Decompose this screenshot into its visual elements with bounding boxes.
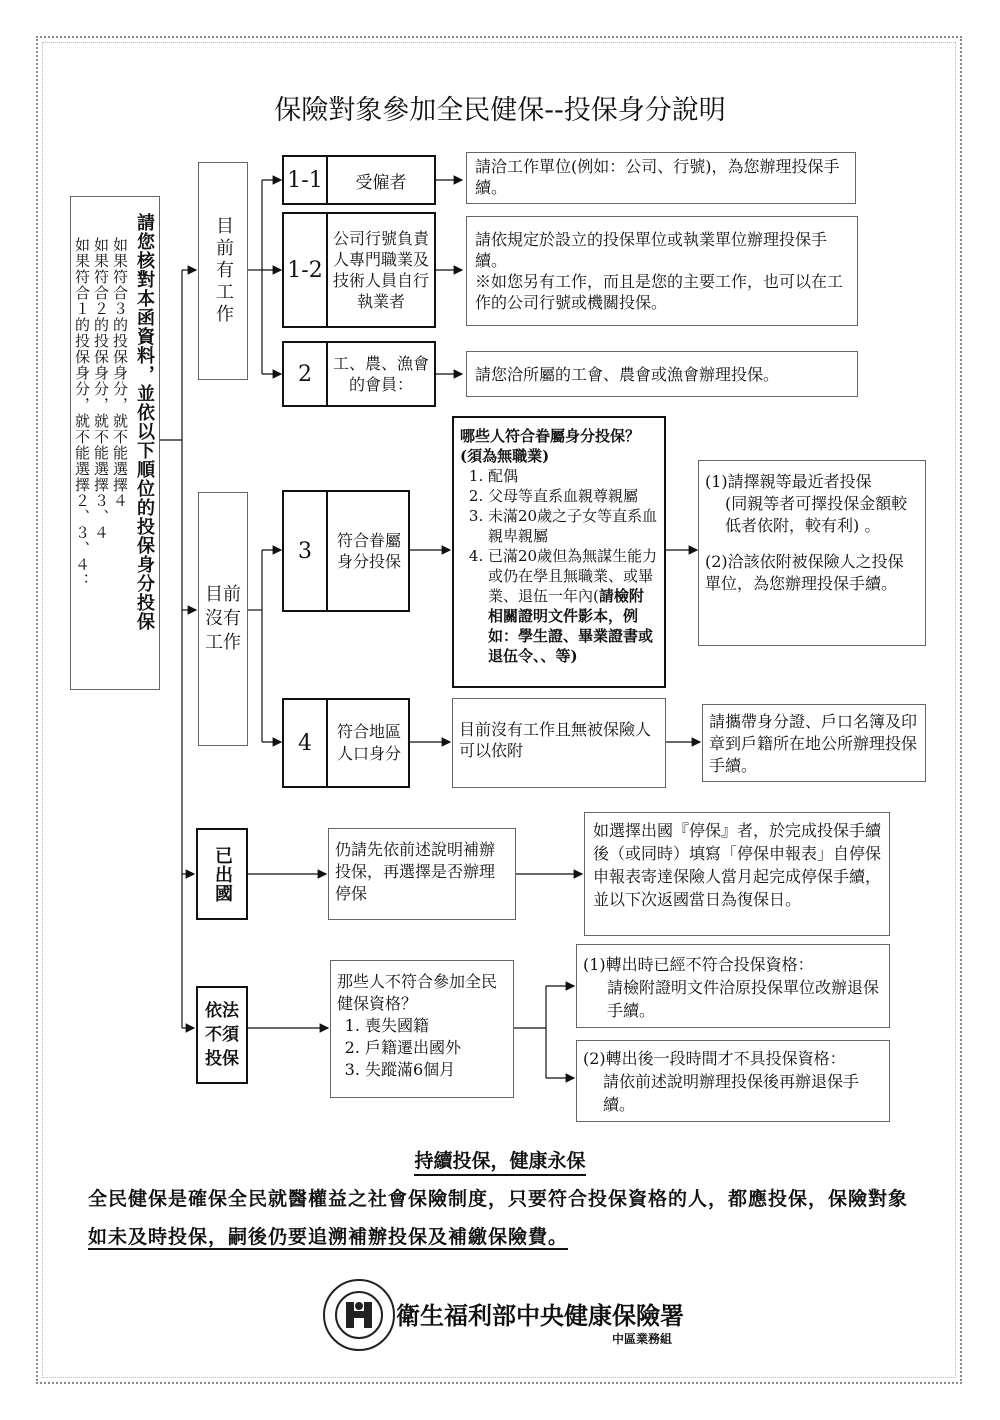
org-division: 中區業務組 — [612, 1332, 673, 1346]
row-number: 1-2 — [284, 214, 328, 326]
row-3-result-2: (2)洽該依附被保險人之投保單位，為您辦理投保手續。 — [705, 552, 904, 593]
logo-ring-text — [322, 1278, 323, 1279]
exempt-result-2 — [576, 1040, 890, 1122]
row-1-1-desc: 請洽工作單位(例如：公司、行號)，為您辦理投保手續。 — [466, 152, 856, 204]
row-1-2-desc-1: 請依規定於設立的投保單位或執業單位辦理投保手續。 — [475, 230, 828, 270]
left-note-2: 如果符合２的投保身分，就不能選擇３、４ — [92, 237, 110, 541]
dependent-criteria-box — [452, 416, 666, 688]
row-label: 受僱者 — [355, 172, 407, 193]
abroad-mid: 仍請先依前述說明補辦投保，再選擇是否辦理停保 — [328, 828, 516, 920]
exempt-list — [337, 1015, 507, 1081]
category-employed: 目前有工作 — [198, 162, 248, 380]
row-number: 1-1 — [284, 157, 328, 203]
exempt-result-1 — [576, 944, 890, 1028]
row-3-box — [282, 490, 410, 612]
list-item: 1. 配偶 — [488, 466, 658, 486]
exempt-mid — [330, 960, 514, 1098]
row-2-box — [282, 341, 436, 407]
dependent-criteria-title: 哪些人符合眷屬身分投保？(須為無職業) — [460, 427, 641, 465]
left-main-text: 請您核對本函資料，並依以下順位的投保身分投保 — [134, 213, 155, 631]
row-4-box — [282, 698, 410, 788]
dependent-criteria-list — [460, 466, 658, 666]
list-item: 3. 未滿20歲之子女等直系血親卑親屬 — [488, 506, 658, 546]
row-label: 工、農、漁會的會員： — [332, 354, 429, 394]
left-instruction-panel — [70, 196, 160, 690]
category-exempt: 依法不須投保 — [196, 986, 248, 1084]
footer-paragraph-underlined: 如未及時投保，嗣後仍要追溯補辦投保及補繳保險費。 — [88, 1226, 569, 1248]
exempt-result-2-title: (2)轉出後一段時間才不具投保資格： — [583, 1049, 846, 1068]
row-3-result — [698, 460, 926, 646]
row-1-2-desc-2: ※如您另有工作，而且是您的主要工作，也可以在工作的公司行號或機關投保。 — [475, 272, 844, 312]
list-item: 3. 失蹤滿6個月 — [365, 1059, 507, 1081]
row-number: 4 — [284, 700, 328, 786]
row-1-2-desc — [466, 216, 858, 326]
row-1-2-box — [282, 212, 436, 328]
required-documents: 請檢附相關證明文件影本，例如：學生證、畢業證書或退伍令、、等) — [488, 587, 654, 665]
row-label: 公司行號負責人專門職業及技術人員自行執業者 — [332, 229, 429, 311]
row-label: 符合地區人口身分 — [336, 722, 401, 763]
list-item: 2. 父母等直系血親尊親屬 — [488, 486, 658, 506]
left-note-3: 如果符合１的投保身分，就不能選擇２、３、４： — [73, 237, 91, 589]
org-name: 衛生福利部中央健康保險署 — [396, 1302, 684, 1330]
row-4-result: 請攜帶身分證、戶口名簿及印章到戶籍所在地公所辦理投保手續。 — [702, 704, 926, 782]
category-abroad: 已出國 — [196, 828, 248, 920]
row-number: 2 — [284, 343, 328, 405]
row-4-mid: 目前沒有工作且無被保險人可以依附 — [452, 698, 666, 788]
list-item: 1. 喪失國籍 — [365, 1015, 507, 1037]
row-3-result-1: (1)請擇親等最近者投保 — [705, 472, 872, 491]
exempt-result-1-title: (1)轉出時已經不符合投保資格： — [583, 955, 814, 974]
row-label: 符合眷屬身分投保 — [336, 531, 401, 571]
row-1-1-box — [282, 155, 436, 205]
left-note-1: 如果符合３的投保身分，就不能選擇４ — [111, 237, 129, 509]
row-3-result-1-sub: (同親等者可擇投保金額較低者依附，較有利) 。 — [725, 494, 908, 535]
nhi-logo-icon — [322, 1278, 396, 1352]
footer-paragraph-text: 全民健保是確保全民就醫權益之社會保險制度，只要符合投保資格的人，都應投保，保險對象 — [88, 1188, 909, 1210]
row-number: 3 — [284, 492, 328, 610]
page-title: 保險對象參加全民健保--投保身分說明 — [274, 95, 726, 126]
list-item: 4. 已滿20歲但為無謀生能力或仍在學且無職業、或畢業、退伍一年內(請檢附相關證明文件影本，例如：學生證、畢業證書或退伍令、、等) — [488, 546, 658, 666]
exempt-mid-title: 那些人不符合參加全民健保資格？ — [337, 972, 498, 1013]
exempt-result-2-sub: 請依前述說明辦理投保後再辦退保手續。 — [603, 1072, 860, 1114]
abroad-result: 如選擇出國『停保』者，於完成投保手續後（或同時）填寫「停保申報表」自停保申報表寄達保險人當月起完成停保手續，並以下次返國當日為復保日。 — [584, 812, 890, 936]
category-unemployed: 目前沒有工作 — [198, 492, 248, 746]
row-2-desc: 請您洽所屬的工會、農會或漁會辦理投保。 — [466, 351, 858, 397]
exempt-result-1-sub: 請檢附證明文件洽原投保單位改辦退保手續。 — [607, 978, 880, 1020]
list-item: 2. 戶籍遷出國外 — [365, 1037, 507, 1059]
nhi-logo — [322, 1278, 396, 1352]
slogan: 持續投保，健康永保 — [0, 1146, 1000, 1173]
footer-paragraph — [88, 1180, 928, 1256]
